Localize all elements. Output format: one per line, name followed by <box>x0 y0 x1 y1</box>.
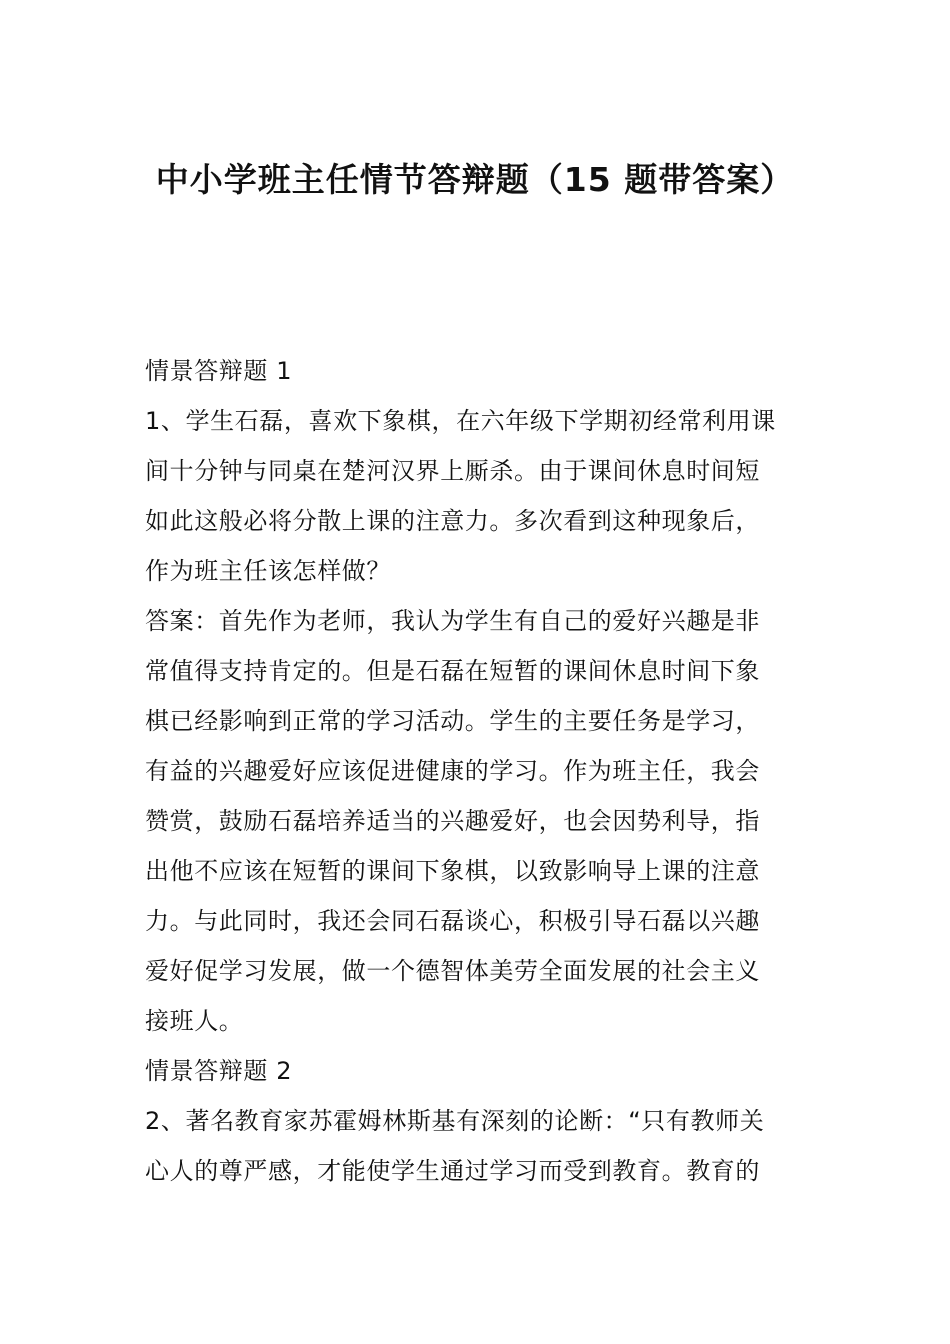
answer-1-line: 棋已经影响到正常的学习活动。学生的主要任务是学习， <box>145 707 760 735</box>
question-2-line: 心人的尊严感，才能使学生通过学习而受到教育。教育的 <box>145 1157 760 1185</box>
answer-1-line: 爱好促学习发展，做一个德智体美劳全面发展的社会主义 <box>145 957 760 985</box>
question-1-line: 如此这般必将分散上课的注意力。多次看到这种现象后， <box>145 507 760 535</box>
answer-1-line: 常值得支持肯定的。但是石磊在短暂的课间休息时间下象 <box>145 657 760 685</box>
answer-1-line: 力。与此同时，我还会同石磊谈心，积极引导石磊以兴趣 <box>145 907 760 935</box>
question-1-line: 1、学生石磊，喜欢下象棋，在六年级下学期初经常利用课 <box>145 407 776 435</box>
answer-1-line: 有益的兴趣爱好应该促进健康的学习。作为班主任，我会 <box>145 757 760 785</box>
section-heading-1: 情景答辩题 1 <box>145 357 293 385</box>
answer-1-line: 赞赏，鼓励石磊培养适当的兴趣爱好，也会因势利导，指 <box>145 807 760 835</box>
question-1-line: 作为班主任该怎样做？ <box>145 557 391 585</box>
document-body <box>145 346 807 1196</box>
question-2-line: 2、著名教育家苏霍姆林斯基有深刻的论断：“只有教师关 <box>145 1107 765 1135</box>
answer-1-line: 接班人。 <box>145 1007 244 1035</box>
question-1-line: 间十分钟与同桌在楚河汉界上厮杀。由于课间休息时间短 <box>145 457 760 485</box>
document-title: 中小学班主任情节答辩题（15 题带答案） <box>155 160 795 199</box>
section-heading-2: 情景答辩题 2 <box>145 1057 293 1085</box>
answer-1-line: 答案：首先作为老师，我认为学生有自己的爱好兴趣是非 <box>145 607 760 635</box>
answer-1-line: 出他不应该在短暂的课间下象棋，以致影响导上课的注意 <box>145 857 760 885</box>
